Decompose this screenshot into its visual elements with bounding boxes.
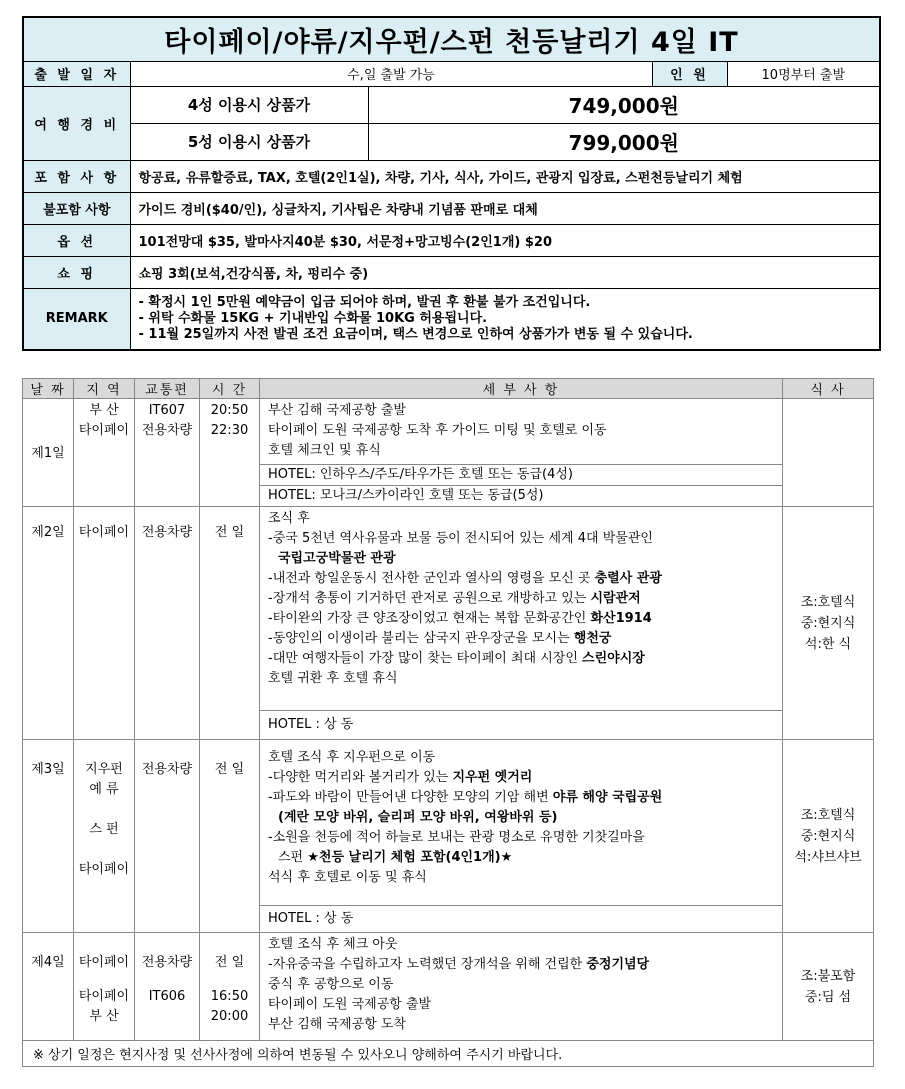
day3-date: 제3일 bbox=[23, 740, 74, 933]
departure-label: 출 발 일 자 bbox=[23, 61, 130, 86]
shopping-label: 쇼 핑 bbox=[23, 256, 130, 288]
day2-row bbox=[23, 507, 874, 711]
day2-meals: 조:호텔식 중:현지식 석:한 식 bbox=[783, 507, 874, 740]
price-label-5star: 5성 이용시 상품가 bbox=[130, 123, 368, 160]
itinerary-table bbox=[22, 378, 874, 1067]
include-label: 포 함 사 항 bbox=[23, 160, 130, 192]
day2-date: 제2일 bbox=[23, 507, 74, 740]
price-value-5star: 799,000원 bbox=[368, 123, 880, 160]
remark-line: - 확정시 1인 5만원 예약금이 입금 되어야 하며, 발권 후 환불 불가 조건입니다. bbox=[138, 294, 591, 310]
people-value: 10명부터 출발 bbox=[727, 61, 880, 86]
day2-region: 타이페이 bbox=[74, 507, 135, 740]
day1-hotel-5star: HOTEL: 모나크/스카이라인 호텔 또는 동급(5성) bbox=[260, 486, 783, 507]
day4-details: 호텔 조식 후 체크 아웃 -자유중국을 수립하고자 노력했던 장개석을 위해 건립한 중정기념당 중식 후 공항으로 이동 타이페이 도원 국제공항 출발 부산 김해 국제공항 도착 bbox=[260, 933, 783, 1041]
option-value: 101전망대 $35, 발마사지40분 $30, 서문정+망고빙수(2인1개) $20 bbox=[130, 224, 880, 256]
day1-transport: IT607 전용차량 bbox=[135, 399, 200, 507]
day4-meals: 조:불포함 중:딤 섬 bbox=[783, 933, 874, 1041]
schedule-note: ※ 상기 일정은 현지사정 및 선사사정에 의하여 변동될 수 있사오니 양해하여 주시기 바랍니다. bbox=[23, 1041, 874, 1067]
header-meals: 식 사 bbox=[783, 379, 874, 399]
remark-line: - 위탁 수화물 15KG + 기내반입 수화물 10KG 허용됩니다. bbox=[138, 310, 488, 326]
day1-date: 제1일 bbox=[23, 399, 74, 507]
day1-time: 20:50 22:30 bbox=[200, 399, 260, 507]
remark-label: REMARK bbox=[23, 288, 130, 350]
price-value-4star: 749,000원 bbox=[368, 86, 880, 123]
day4-row bbox=[23, 933, 874, 1041]
header-date: 날 짜 bbox=[23, 379, 74, 399]
day3-hotel: HOTEL : 상 동 bbox=[260, 906, 783, 933]
price-label-4star: 4성 이용시 상품가 bbox=[130, 86, 368, 123]
include-value: 항공료, 유류할증료, TAX, 호텔(2인1실), 차량, 기사, 식사, 가이드, 관광지 입장료, 스펀천등날리기 체험 bbox=[130, 160, 880, 192]
day3-meals: 조:호텔식 중:현지식 석:샤브샤브 bbox=[783, 740, 874, 933]
remark-line: - 11월 25일까지 사전 발권 조건 요금이며, 택스 변경으로 인하여 상품가가 변동 될 수 있습니다. bbox=[138, 326, 693, 342]
day1-row bbox=[23, 399, 874, 465]
day1-meals bbox=[783, 399, 874, 507]
day4-region: 타이페이 타이페이 부 산 bbox=[74, 933, 135, 1041]
summary-table bbox=[22, 16, 881, 351]
header-time: 시 간 bbox=[200, 379, 260, 399]
day3-time: 전 일 bbox=[200, 740, 260, 933]
header-details: 세 부 사 항 bbox=[260, 379, 783, 399]
day3-row bbox=[23, 740, 874, 906]
day4-date: 제4일 bbox=[23, 933, 74, 1041]
exclude-value: 가이드 경비($40/인), 싱글차지, 기사팁은 차량내 기념품 판매로 대체 bbox=[130, 192, 880, 224]
day4-time: 전 일 16:50 20:00 bbox=[200, 933, 260, 1041]
header-region: 지 역 bbox=[74, 379, 135, 399]
day2-hotel: HOTEL : 상 동 bbox=[260, 711, 783, 740]
day2-time: 전 일 bbox=[200, 507, 260, 740]
day3-details: 호텔 조식 후 지우펀으로 이동 -다양한 먹거리와 볼거리가 있는 지우펀 옛거리 -파도와 바람이 만들어낸 다양한 모양의 기암 해변 야류 해양 국립공원 (계란 모양 바위, 슬리퍼 모양 바위, 여왕바위 등) -소원을 천등에 적어 하늘로 보내는 관광 명소로 유명한 기찻길마을 스펀 ★천등 날리기 체험 포함(4인1개)★ 석식 후 호텔로 이동 및 휴식 bbox=[260, 740, 783, 906]
option-label: 옵 션 bbox=[23, 224, 130, 256]
day1-region: 부 산 타이페이 bbox=[74, 399, 135, 507]
cost-label: 여 행 경 비 bbox=[23, 86, 130, 160]
day3-region: 지우펀 예 류 스 펀 타이페이 bbox=[74, 740, 135, 933]
shopping-value: 쇼핑 3회(보석,건강식품, 차, 펑리수 중) bbox=[130, 256, 880, 288]
day3-transport: 전용차량 bbox=[135, 740, 200, 933]
people-label: 인 원 bbox=[652, 61, 727, 86]
day2-details: 조식 후 -중국 5천년 역사유물과 보물 등이 전시되어 있는 세계 4대 박물관인 국립고궁박물관 관광 -내전과 항일운동시 전사한 군인과 열사의 영령을 모신 곳 충렬사 관광 -장개석 총통이 기거하던 관저로 공원으로 개방하고 있는 시람관저 -타이완의 가장 큰 양조장이었고 현재는 복합 문화공간인 화산1914 -동양인의 이생이라 불리는 삼국지 관우장군을 모시는 행천궁 -대만 여행자들이 가장 많이 찾는 타이페이 최대 시장인 스린야시장 호텔 귀환 후 호텔 휴식 bbox=[260, 507, 783, 711]
day4-transport: 전용차량 IT606 bbox=[135, 933, 200, 1041]
day1-details: 부산 김해 국제공항 출발 타이페이 도원 국제공항 도착 후 가이드 미팅 및 호텔로 이동 호텔 체크인 및 휴식 bbox=[260, 399, 783, 465]
day2-transport: 전용차량 bbox=[135, 507, 200, 740]
tour-title: 타이페이/야류/지우펀/스펀 천등날리기 4일 IT bbox=[23, 17, 880, 61]
exclude-label: 불포함 사항 bbox=[23, 192, 130, 224]
remark-list bbox=[130, 288, 880, 350]
departure-value: 수,일 출발 가능 bbox=[130, 61, 652, 86]
day1-hotel-4star: HOTEL: 인하우스/주도/타우가든 호텔 또는 동급(4성) bbox=[260, 465, 783, 486]
header-transport: 교통편 bbox=[135, 379, 200, 399]
